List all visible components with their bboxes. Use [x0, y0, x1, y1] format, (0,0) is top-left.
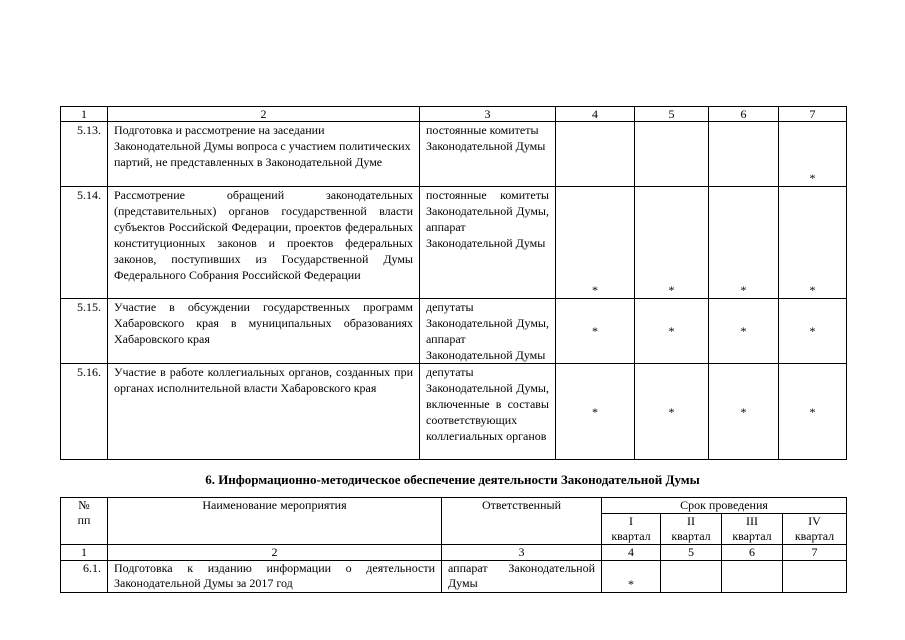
column-number: 4	[602, 545, 661, 561]
quarter-mark: *	[556, 299, 635, 364]
row-number: 5.16.	[61, 364, 108, 460]
quarter-mark: *	[556, 364, 635, 460]
name-column-header: Наименование мероприятия	[108, 498, 442, 545]
quarter-mark	[783, 561, 847, 593]
table-head-row	[61, 498, 847, 514]
quarter-roman: IV	[808, 514, 821, 528]
quarter-mark	[661, 561, 722, 593]
quarter-header	[602, 514, 661, 545]
quarter-header	[783, 514, 847, 545]
plan-table-section5	[60, 106, 847, 460]
responsible-party: постоянные комитеты Законодательной Думы, аппарат Законодательной Думы	[420, 187, 556, 299]
number-sub: пп	[77, 513, 91, 527]
column-number: 4	[556, 107, 635, 122]
responsible-column-header: Ответственный	[442, 498, 602, 545]
quarter-mark: *	[556, 187, 635, 299]
column-number: 7	[783, 545, 847, 561]
quarter-word: квартал	[732, 529, 772, 543]
row-number: 6.1.	[61, 561, 108, 593]
quarter-mark	[722, 561, 783, 593]
column-number: 3	[442, 545, 602, 561]
column-number: 2	[108, 107, 420, 122]
column-number: 2	[108, 545, 442, 561]
quarter-mark	[556, 122, 635, 187]
column-number: 6	[709, 107, 779, 122]
quarter-mark: *	[602, 561, 661, 593]
quarter-word: квартал	[671, 529, 711, 543]
table-row	[61, 364, 847, 460]
quarter-word: квартал	[611, 529, 651, 543]
quarter-mark: *	[635, 187, 709, 299]
column-number: 1	[61, 107, 108, 122]
quarter-mark: *	[779, 364, 847, 460]
column-number: 3	[420, 107, 556, 122]
quarter-mark: *	[779, 299, 847, 364]
quarter-mark	[709, 122, 779, 187]
table-row	[61, 187, 847, 299]
quarter-header	[661, 514, 722, 545]
quarter-mark: *	[779, 187, 847, 299]
responsible-party: аппарат Законодательной Думы	[442, 561, 602, 593]
column-number-row	[61, 107, 847, 122]
number-sign: №	[78, 498, 90, 512]
activity-name: Подготовка и рассмотрение на заседании Законодательной Думы вопроса с участием политических партий, не представленных в Законодательной Думе	[108, 122, 420, 187]
activity-name: Участие в обсуждении государственных программ Хабаровского края в муниципальных образованиях Хабаровского края	[108, 299, 420, 364]
section-title: 6. Информационно-методическое обеспечение деятельности Законодательной Думы	[205, 472, 700, 487]
column-number-row	[61, 545, 847, 561]
quarter-mark	[635, 122, 709, 187]
quarter-roman: II	[687, 514, 695, 528]
table-row	[61, 299, 847, 364]
column-number: 5	[635, 107, 709, 122]
number-column-header	[61, 498, 108, 545]
quarter-roman: I	[629, 514, 633, 528]
responsible-party: постоянные комитеты Законодательной Думы	[420, 122, 556, 187]
quarter-roman: III	[746, 514, 758, 528]
responsible-party: депутаты Законодательной Думы, аппарат Законодательной Думы	[420, 299, 556, 364]
quarter-mark: *	[709, 299, 779, 364]
column-number: 5	[661, 545, 722, 561]
column-number: 1	[61, 545, 108, 561]
period-column-header: Срок проведения	[602, 498, 847, 514]
activity-name: Рассмотрение обращений законодательных (представительных) органов государственной власти субъектов Российской Федерации, проектов федеральных конституционных законов и проектов федеральных законов, поступивших из Государственной Думы Федерального Собрания Российской Федерации	[108, 187, 420, 299]
plan-table-section6	[60, 497, 847, 593]
activity-name: Участие в работе коллегиальных органов, созданных при органах исполнительной власти Хабаровского края	[108, 364, 420, 460]
table-row	[61, 561, 847, 593]
quarter-mark: *	[709, 364, 779, 460]
activity-name: Подготовка к изданию информации о деятельности Законодательной Думы за 2017 год	[108, 561, 442, 593]
quarter-word: квартал	[794, 529, 835, 543]
quarter-header	[722, 514, 783, 545]
row-number: 5.15.	[61, 299, 108, 364]
quarter-mark: *	[779, 122, 847, 187]
responsible-party: депутаты Законодательной Думы, включенные в составы соответствующих коллегиальных органов	[420, 364, 556, 460]
row-number: 5.14.	[61, 187, 108, 299]
quarter-mark: *	[635, 299, 709, 364]
quarter-mark: *	[709, 187, 779, 299]
row-number: 5.13.	[61, 122, 108, 187]
column-number: 6	[722, 545, 783, 561]
column-number: 7	[779, 107, 847, 122]
quarter-mark: *	[635, 364, 709, 460]
table-row	[61, 122, 847, 187]
